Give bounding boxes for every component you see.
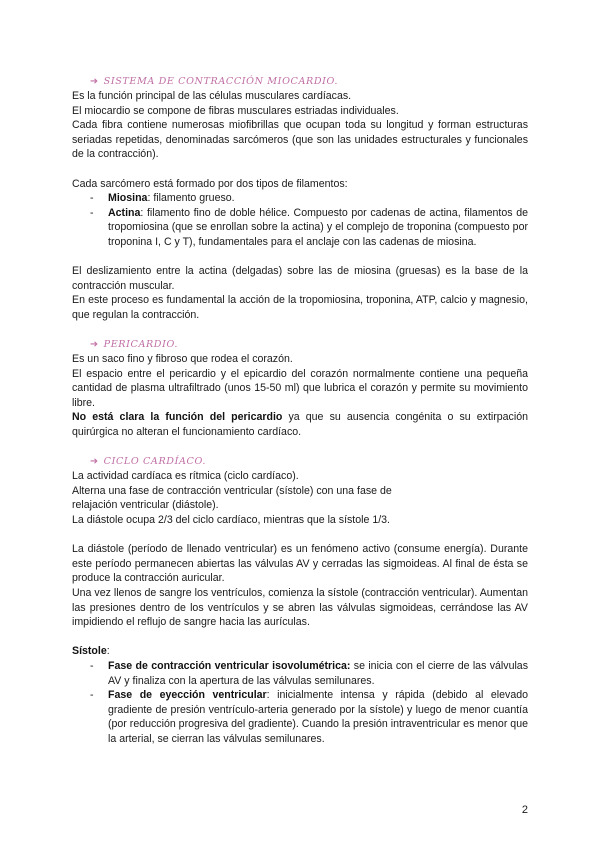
list-item: - Actina: filamento fino de doble hélice. Compuesto por cadenas de actina, filamentos de tropomiosina (que se enrollan sobre la actina) y el complejo de troponina (compuesto por troponina I, C y T), fundamentales para el anclaje con las cadenas de miosina. [72, 206, 528, 250]
paragraph: Es la función principal de las células musculares cardíacas. [72, 90, 352, 102]
paragraph: El espacio entre el pericardio y el epicardio del corazón normalmente contiene una pequeña cantidad de plasma ultrafiltrado (unos 15-50 ml) que lubrica el corazón y permite su movimiento libre. [72, 367, 528, 409]
arrow-icon: ➔ [90, 456, 99, 468]
page-number: 2 [521, 804, 528, 817]
paragraph: Cada fibra contiene numerosas miofibrillas que ocupan toda su longitud y forman estructuras seriadas repetidas, denominadas sarcómeros (que son las unidades estructurales y funcionales de la contracción). [72, 119, 528, 161]
paragraph: La diástole (período de llenado ventricular) es un fenómeno activo (consume energía). Durante este período permanecen abiertas las válvulas AV y cerradas las sigmoideas. Al final de ésta se produce la contracción auricular. [72, 543, 528, 585]
paragraph: La actividad cardíaca es rítmica (ciclo cardíaco). [72, 470, 299, 483]
paragraph: El miocardio se compone de fibras musculares estriadas individuales. [72, 104, 399, 117]
sistole-phase-list [72, 659, 528, 747]
paragraph: En este proceso es fundamental la acción de la tropomiosina, troponina, ATP, calcio y magnesio, que regulan la contracción. [72, 294, 528, 321]
page-content [72, 74, 528, 747]
sistole-label: Sístole: [72, 645, 110, 658]
section-heading-ciclo-cardiaco: ➔ CICLO CARDÍACO. [90, 456, 206, 468]
filament-list [72, 191, 528, 249]
paragraph: Es un saco fino y fibroso que rodea el corazón. [72, 353, 293, 366]
list-item: - Fase de eyección ventricular: inicialmente intensa y rápida (debido al elevado gradiente de presión ventrículo-arteria generado por la sístole) y luego de menor cuantía (por reducción progresiva del gradiente). Cuando la presión intraventricular es menor que la arterial, se cierran las válvulas semilunares. [72, 688, 528, 746]
paragraph: Alterna una fase de contracción ventricular (sístole) con una fase de [72, 484, 392, 497]
list-item: - Fase de contracción ventricular isovolumétrica: se inicia con el cierre de las válvulas AV y finaliza con la apertura de las válvulas semilunares. [72, 659, 528, 688]
paragraph: Una vez llenos de sangre los ventrículos, comienza la sístole (contracción ventricular). Aumentan las presiones dentro de los ventrículos y se abren las válvulas sigmoideas, cerrándose las AV impidiendo el reflujo de sangre hacia las aurículas. [72, 587, 528, 629]
paragraph: La diástole ocupa 2/3 del ciclo cardíaco, mientras que la sístole 1/3. [72, 514, 390, 527]
section-heading-sistema-contraccion: ➔ SISTEMA DE CONTRACCIÓN MIOCARDIO. [90, 76, 339, 87]
paragraph: El deslizamiento entre la actina (delgadas) sobre las de miosina (gruesas) es la base de la contracción muscular. [72, 265, 528, 292]
arrow-icon: ➔ [90, 339, 99, 351]
list-item: - Miosina: filamento grueso. [72, 191, 528, 206]
section-heading-pericardio: ➔ PERICARDIO. [90, 339, 179, 351]
paragraph: Cada sarcómero está formado por dos tipos de filamentos: [72, 177, 348, 190]
arrow-icon: ➔ [90, 76, 99, 87]
paragraph: No está clara la función del pericardio ya que su ausencia congénita o su extirpación quirúrgica no alteran el funcionamiento cardíaco. [72, 411, 528, 439]
paragraph: relajación ventricular (diástole). [72, 499, 219, 512]
